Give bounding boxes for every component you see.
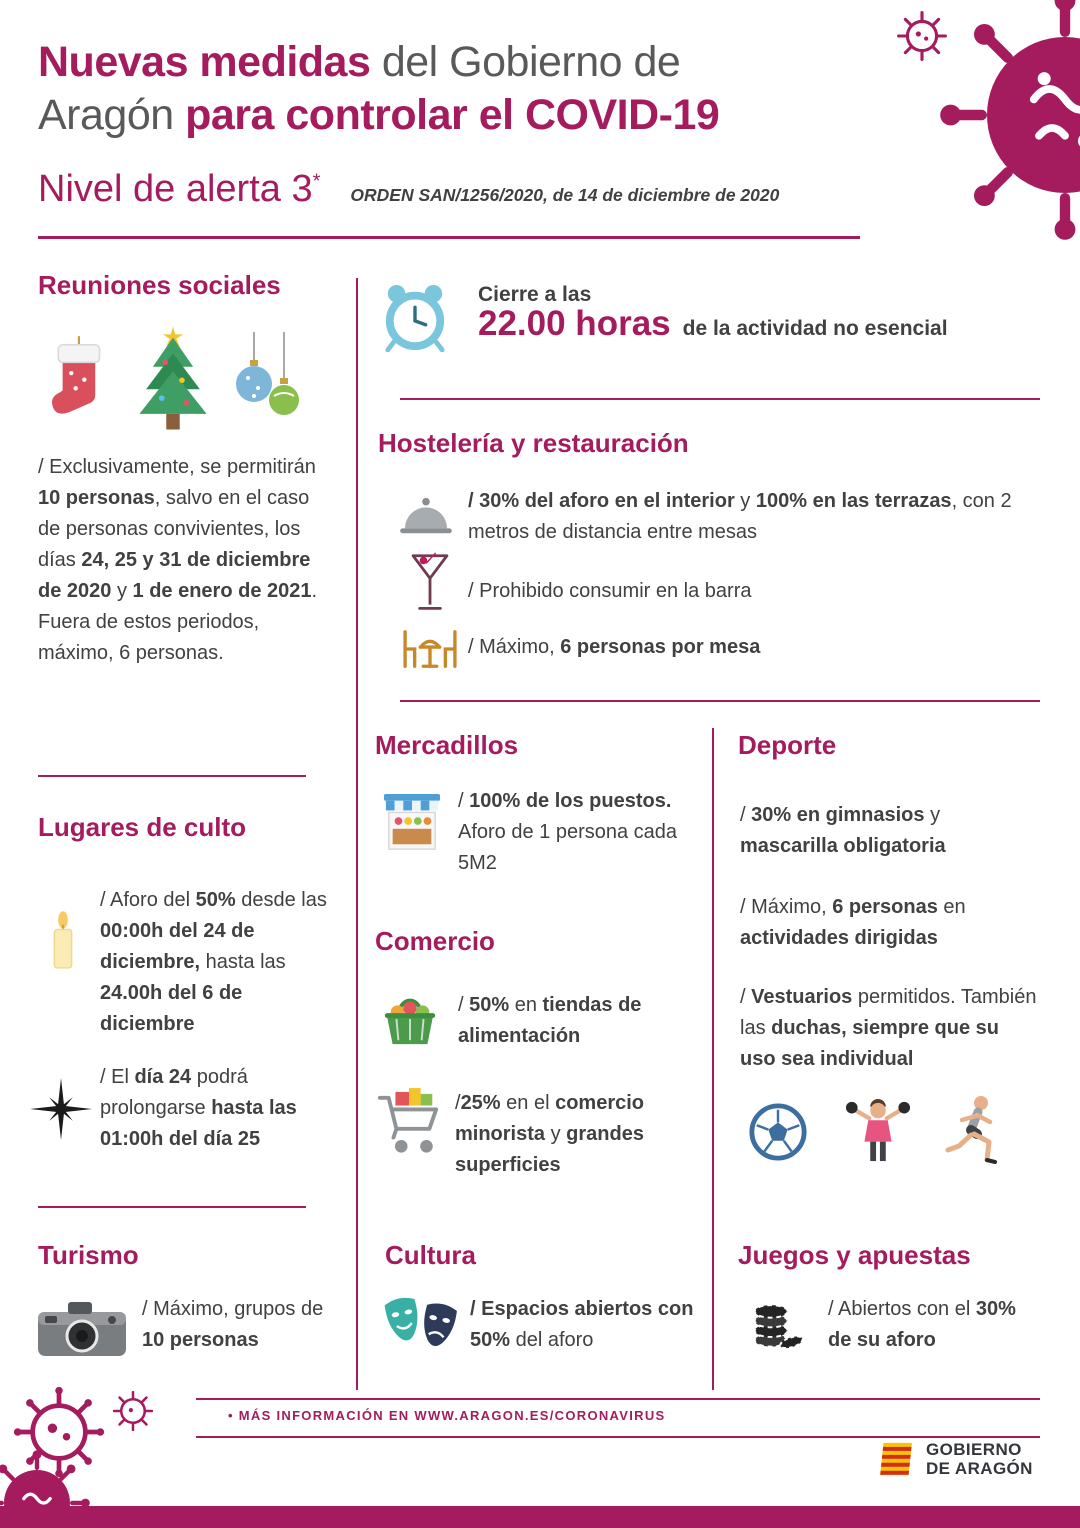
alarm-clock-icon (382, 280, 448, 352)
poker-chips-icon (748, 1292, 804, 1352)
alert-row (38, 168, 779, 211)
section-heading-turismo: Turismo (38, 1240, 139, 1270)
candle-icon (38, 908, 88, 976)
title-line2: Aragón para controlar el COVID-19 (38, 91, 720, 139)
market-stall-icon (383, 792, 441, 854)
section-divider (400, 398, 1040, 400)
virus-icon (112, 1390, 154, 1432)
table-chairs-icon (398, 626, 462, 672)
closure-line1: Cierre a las (478, 283, 592, 306)
section-heading-juegos: Juegos y apuestas (738, 1240, 971, 1270)
virus-icon (935, 0, 1080, 245)
section-heading-comercio: Comercio (375, 926, 495, 956)
closure-time: 22.00 horas (478, 304, 671, 343)
aragon-flag-icon (878, 1441, 916, 1477)
alert-level: Nivel de alerta 3* (38, 168, 321, 210)
cocktail-icon (410, 552, 450, 614)
hosteleria-item-text: / Prohibido consumir en la barra (468, 580, 752, 602)
reuniones-text: / Exclusivamente, se permitirán 10 personas, salvo en el caso de personas convivientes, los días 24, 25 y 31 de diciembre de 2020 y 1 de enero de 2021. Fuera de estos periodos, máximo, 6 personas. (38, 456, 318, 664)
footer-divider (196, 1398, 1040, 1400)
section-divider (38, 1206, 306, 1208)
baubles-icon (228, 332, 308, 432)
alert-asterisk: * (312, 170, 321, 193)
deporte-item-text: / Máximo, 6 personas en actividades dirigidas (740, 896, 966, 949)
cultura-text: / Espacios abiertos con 50% del aforo (470, 1298, 694, 1351)
christmas-stocking-icon (44, 334, 116, 434)
logo-text (926, 1440, 1033, 1478)
mercadillos-text: / 100% de los puestos. Aforo de 1 persona cada 5M2 (458, 790, 678, 874)
lugares-item-text: / El día 24 podrá prolongarse hasta las 01:00h del día 25 (100, 1066, 297, 1150)
lugares-item-text: / Aforo del 50% desde las 00:00h del 24 de diciembre, hasta las 24.00h del 6 de diciembre (100, 889, 327, 1035)
runner-icon (945, 1094, 1003, 1166)
page-title (38, 36, 719, 142)
comercio-item-text: / 50% en tiendas de alimentación (458, 994, 642, 1047)
grocery-basket-icon (380, 986, 440, 1048)
closure-rest: de la actividad no esencial (682, 317, 948, 340)
hosteleria-item-text: / 30% del aforo en el interior y 100% en las terrazas, con 2 metros de distancia entre mesas (468, 490, 1012, 543)
comercio-item-text: /25% en el comercio minorista y grandes superficies (455, 1092, 645, 1176)
shopping-cart-icon (376, 1086, 442, 1160)
more-info-text: • MÁS INFORMACIÓN EN WWW.ARAGON.ES/CORONAVIRUS (228, 1408, 666, 1423)
star-icon (30, 1078, 92, 1140)
section-heading-lugares: Lugares de culto (38, 812, 247, 842)
camera-icon (36, 1296, 128, 1360)
logo-line2: DE ARAGÓN (926, 1459, 1033, 1478)
section-heading-hosteleria: Hostelería y restauración (378, 428, 689, 458)
deporte-item-text: / 30% en gimnasios y mascarilla obligatoria (740, 804, 946, 857)
gobierno-aragon-logo (878, 1440, 1033, 1478)
section-heading-deporte: Deporte (738, 730, 837, 760)
vertical-divider (356, 278, 358, 1390)
soccer-ball-icon (748, 1102, 808, 1162)
order-reference: ORDEN SAN/1256/2020, de 14 de diciembre de 2020 (350, 185, 780, 205)
footer-divider (196, 1436, 1040, 1438)
header-divider (38, 236, 860, 239)
hosteleria-item-text: / Máximo, 6 personas por mesa (468, 636, 761, 658)
logo-line1: GOBIERNO (926, 1440, 1022, 1459)
section-heading-mercadillos: Mercadillos (375, 730, 519, 760)
section-heading-cultura: Cultura (385, 1240, 476, 1270)
section-divider (400, 700, 1040, 702)
vertical-divider (712, 728, 714, 1390)
section-divider (38, 775, 306, 777)
juegos-text: / Abiertos con el 30% de su aforo (828, 1298, 1016, 1351)
christmas-tree-icon (128, 322, 218, 434)
title-line1: Nuevas medidas del Gobierno de (38, 38, 681, 86)
dumbbells-icon (845, 1096, 911, 1164)
deporte-item-text: / Vestuarios permitidos. También las duchas, siempre que su uso sea individual (740, 986, 1037, 1070)
turismo-text: / Máximo, grupos de 10 personas (142, 1298, 324, 1351)
closure-line2-row (478, 304, 948, 344)
section-heading-reuniones: Reuniones sociales (38, 270, 281, 300)
theater-masks-icon (383, 1294, 459, 1357)
cloche-icon (398, 494, 454, 538)
bottom-bar (0, 1506, 1080, 1528)
